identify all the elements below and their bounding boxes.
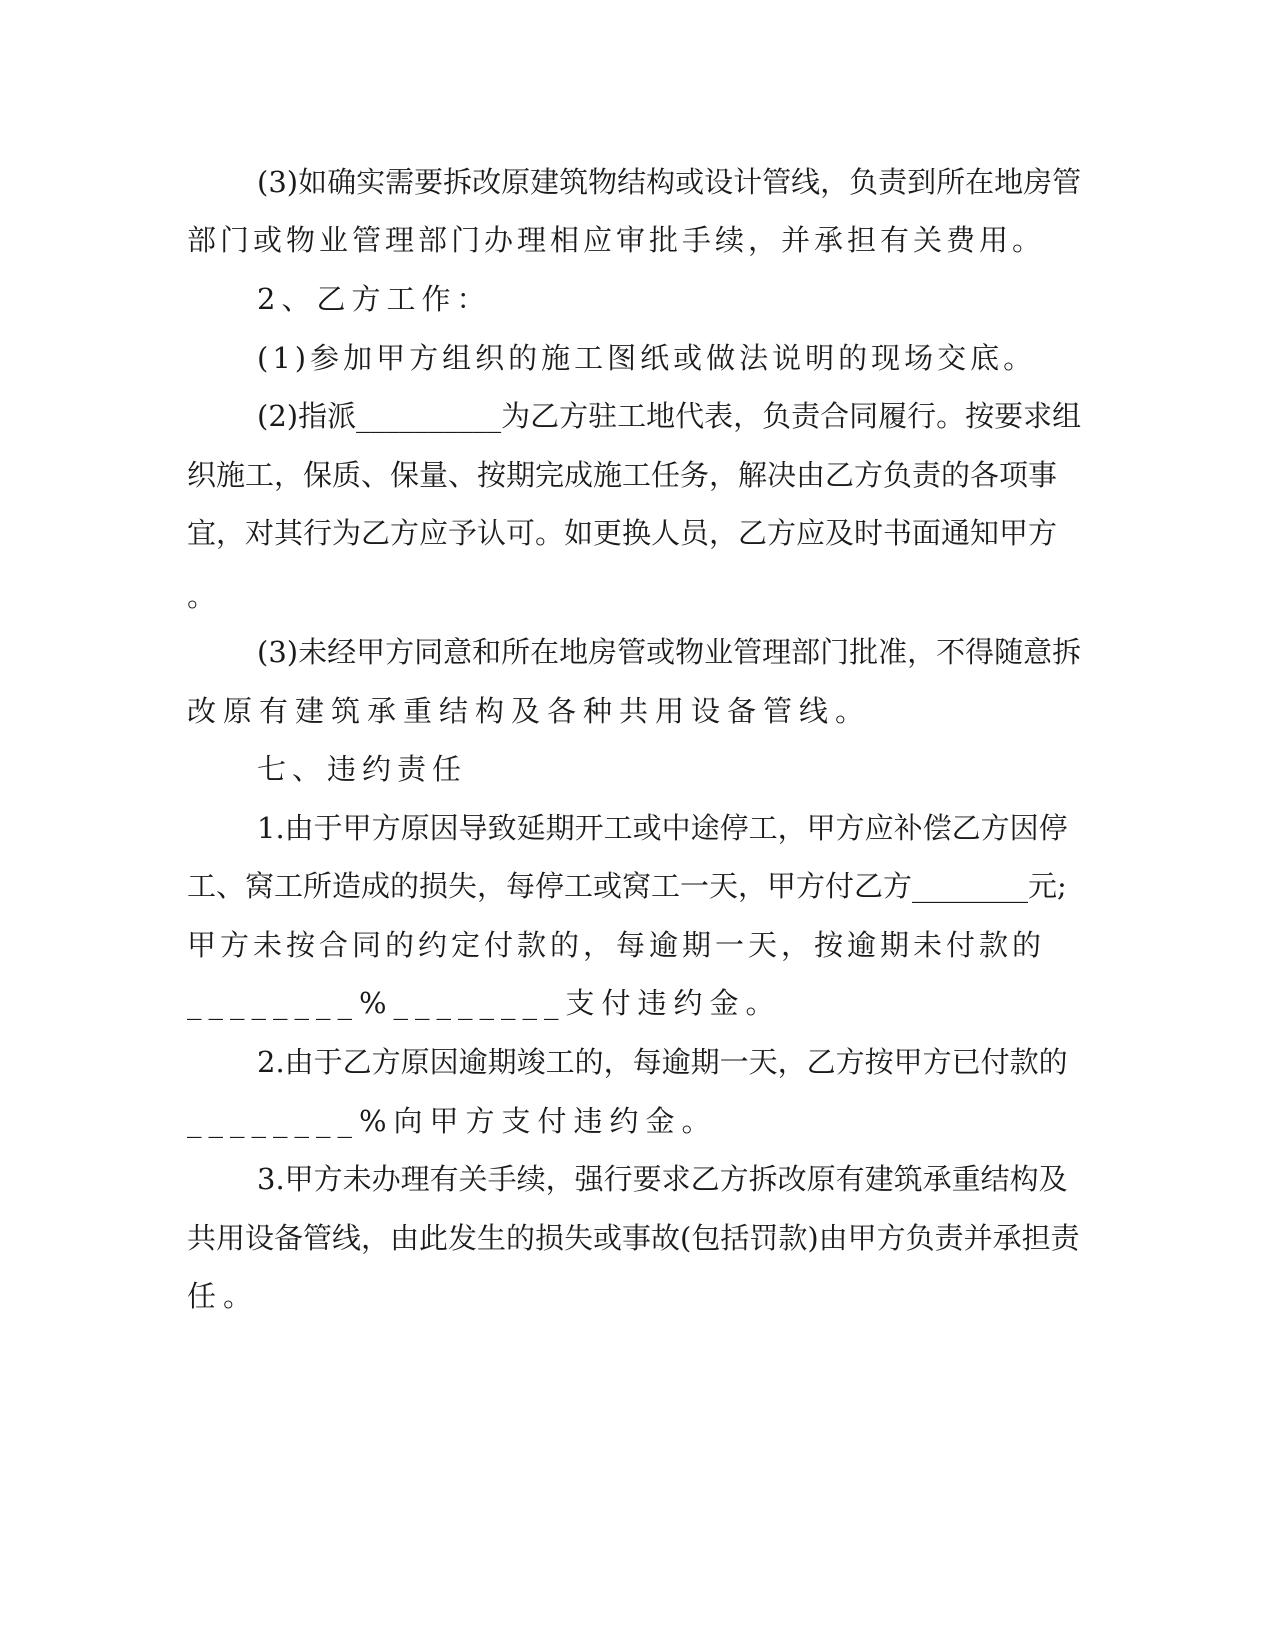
paragraph-line: 任。 bbox=[187, 1279, 260, 1313]
paragraph-line: 1.由于甲方原因导致延期开工或中途停工，甲方应补偿乙方因停 bbox=[257, 811, 1068, 845]
paragraph-line: 甲方未按合同的约定付款的，每逾期一天，按逾期未付款的 bbox=[187, 928, 1046, 962]
paragraph-line: 部门或物业管理部门办理相应审批手续，并承担有关费用。 bbox=[187, 223, 1046, 257]
paragraph-line: ________%向甲方支付违约金。 bbox=[187, 1104, 718, 1138]
paragraph-line: 共用设备管线，由此发生的损失或事故(包括罚款)由甲方负责并承担责 bbox=[187, 1221, 1080, 1255]
paragraph-line: (2)指派__________为乙方驻工地代表，负责合同履行。按要求组 bbox=[257, 399, 1082, 433]
paragraph-line: (3)未经甲方同意和所在地房管或物业管理部门批准，不得随意拆 bbox=[257, 635, 1082, 669]
paragraph-line: 织施工，保质、保量、按期完成施工任务，解决由乙方负责的各项事 bbox=[187, 458, 1058, 492]
paragraph-line: 改原有建筑承重结构及各种共用设备管线。 bbox=[187, 694, 872, 728]
paragraph-line: (1)参加甲方组织的施工图纸或做法说明的现场交底。 bbox=[257, 341, 1037, 375]
paragraph-line: 3.甲方未办理有关手续，强行要求乙方拆改原有建筑承重结构及 bbox=[257, 1162, 1068, 1196]
section-heading: 2、乙方工作： bbox=[257, 282, 492, 316]
paragraph-line: 2.由于乙方原因逾期竣工的，每逾期一天，乙方按甲方已付款的 bbox=[257, 1045, 1068, 1079]
paragraph-line: ________%________支付违约金。 bbox=[187, 986, 782, 1020]
paragraph-line: 工、窝工所造成的损失，每停工或窝工一天，甲方付乙方________元; bbox=[187, 869, 1067, 903]
paragraph-line: 宜，对其行为乙方应予认可。如更换人员，乙方应及时书面通知甲方 bbox=[187, 516, 1058, 550]
section-heading: 七、违约责任 bbox=[257, 752, 468, 786]
paragraph-line: 。 bbox=[187, 579, 224, 613]
paragraph-line: (3)如确实需要拆改原建筑物结构或设计管线，负责到所在地房管 bbox=[257, 165, 1082, 199]
